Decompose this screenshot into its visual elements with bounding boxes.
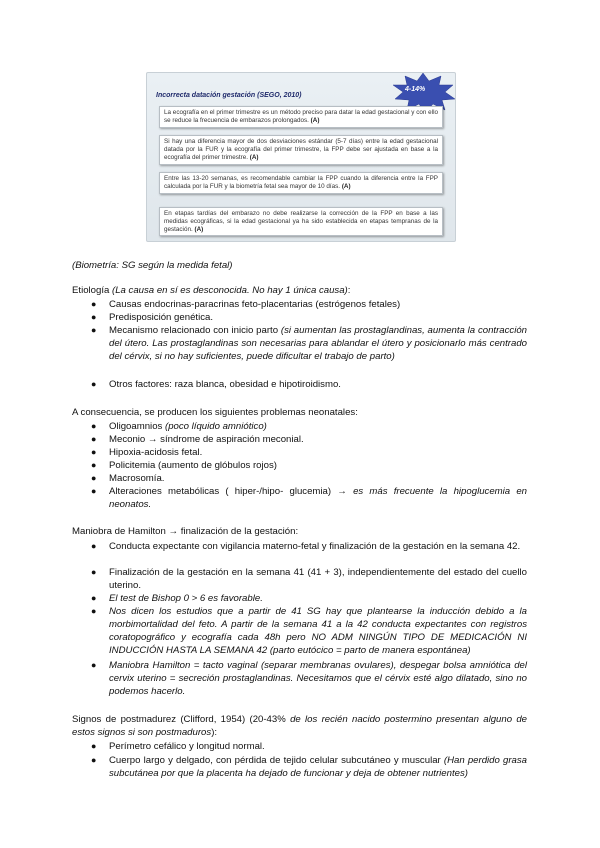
bullet-icon: ●	[91, 447, 97, 457]
bullet-icon: ●	[91, 421, 97, 431]
bullet-icon: ●	[91, 567, 97, 577]
bullet-icon: ●	[91, 460, 97, 470]
figure-box-4	[159, 207, 443, 236]
figure-box-grade: (A)	[249, 154, 259, 161]
list-item-text: Mecanismo relacionado con inicio parto	[109, 325, 279, 336]
bullet-icon: ●	[91, 741, 97, 751]
list-item	[109, 605, 527, 657]
figure-title: Incorrecta datación gestación (SEGO, 2010)	[156, 92, 302, 99]
bullet-icon: ●	[91, 434, 97, 444]
figure-box-text: La ecografía en el primer trimestre es un método preciso para datar la edad gestacional y con ello se reduce la frecuencia de embarazos prolongados.	[164, 109, 438, 124]
figure-box-grade: (A)	[341, 183, 351, 190]
list-item-note: es más frecuente la hipoglucemia en neonatos.	[109, 486, 527, 510]
postmadurez-heading	[72, 713, 527, 739]
list-item: Conducta expectante con vigilancia materno-fetal y finalización de la gestación en la semana 42.	[109, 541, 521, 552]
list-item: Hipoxia-acidosis fetal.	[109, 447, 203, 458]
etiologia-label: Etiología	[72, 285, 110, 296]
figure-box-text: En etapas tardías del embarazo no debe realizarse la corrección de la FPP en base a las medidas ecográficas, si la edad gestacional ya ha sido establecida en etapas tempranas de la gestación.	[164, 210, 438, 233]
figure-box-1	[159, 106, 443, 128]
list-item: Maniobra Hamilton = tacto vaginal (separar membranas ovulares), despegar bolsa amniótica del cervix uterino = secreción prostaglandinas. Necesitamos que el cérvix esté algo dilatado, sino no podemos hacerlo.	[109, 660, 527, 697]
figure-box-grade: (A)	[194, 226, 204, 233]
list-item-note: (poco líquido amniótico)	[165, 421, 267, 432]
list-item: Predisposición genética.	[109, 312, 213, 323]
biometria-note: (Biometría: SG según la medida fetal)	[72, 260, 233, 271]
list-item	[109, 324, 527, 363]
list-item: Macrosomía.	[109, 473, 165, 484]
list-item: Otros factores: raza blanca, obesidad e hipotiroidismo.	[109, 379, 341, 390]
bullet-icon: ●	[91, 593, 97, 603]
bullet-icon: ●	[91, 486, 97, 496]
bullet-icon: ●	[91, 325, 97, 335]
figure-badge-text: 4-14%	[405, 86, 426, 93]
figure-box-text: Si hay una diferencia mayor de dos desviaciones estándar (5-7 días) entre la edad gestacional datada por la FUR y la ecografía del primer trimestre, la FPP debe ser ajustada en base a la ecografía del primer trimestre.	[164, 138, 438, 161]
list-item-text: Alteraciones metabólicas ( hiper-/hipo- glucemia) →	[109, 486, 347, 497]
list-item	[109, 754, 527, 780]
etiologia-heading	[72, 284, 350, 297]
consecuencia-heading: A consecuencia, se producen los siguientes problemas neonatales:	[72, 407, 358, 418]
list-item-note: (parto eutócico = parto de manera espontánea)	[269, 645, 471, 656]
bullet-icon: ●	[91, 379, 97, 389]
etiologia-colon: :	[347, 285, 351, 296]
bullet-icon: ●	[91, 299, 97, 309]
bullet-icon: ●	[91, 473, 97, 483]
list-item-note: (si aumentan las prostaglandinas, aumenta la contracción del útero. Las prostaglandinas son necesarias para ablandar el útero y posicionarlo más centrado del cérvix, si no hay suficientes, puede dificultar el trabajo de parto)	[109, 325, 527, 362]
postmadurez-heading-text: Signos de postmadurez (Clifford, 1954) (20-43%	[72, 714, 286, 725]
figure-box-2	[159, 135, 443, 165]
bullet-icon: ●	[91, 755, 97, 765]
list-item-text: Cuerpo largo y delgado, con pérdida de tejido celular subcutáneo y muscular	[109, 755, 441, 766]
figure-box-grade: (A)	[310, 117, 320, 124]
list-item-text: Nos dicen los estudios que a partir de 41 SG hay que plantearse la inducción debido a la morbimortalidad del feto. A partir de la semana 41 a la 42 conducta expectantes con registros coratopográfico y ecografía cada 48h pero NO ADM NINGÚN TIPO DE MEDICACIÓN NI INDUCCIÓN HASTA LA SEMANA 42	[109, 606, 527, 656]
bullet-icon: ●	[91, 660, 97, 670]
list-item	[109, 485, 527, 511]
postmadurez-heading-end: ):	[211, 727, 218, 738]
list-item: Finalización de la gestación en la semana 41 (41 + 3), independientemente del estado del cuello uterino.	[109, 567, 527, 591]
postmadurez-heading-note: de los recién nacido postermino presentan alguno de estos signos si son postmaduros	[72, 714, 527, 738]
hamilton-heading: Maniobra de Hamilton → finalización de la gestación:	[72, 526, 299, 537]
bullet-icon: ●	[91, 606, 97, 616]
bullet-icon: ●	[91, 541, 97, 551]
list-item: Causas endocrinas-paracrinas feto-placentarias (estrógenos fetales)	[109, 299, 401, 310]
bullet-icon: ●	[91, 312, 97, 322]
sego-figure	[146, 72, 456, 242]
list-item-text: Oligoamnios	[109, 421, 163, 432]
list-item-note: (Han perdido grasa subcutánea por que la placenta ha dejado de funcionar y deja de obtener nutrientes)	[109, 755, 527, 779]
list-item	[109, 420, 527, 433]
figure-box-3	[159, 172, 443, 194]
list-item: El test de Bishop 0 > 6 es favorable.	[109, 593, 263, 604]
etiologia-note: (La causa en sí es desconocida. No hay 1 única causa)	[112, 285, 348, 296]
list-item: Policitemia (aumento de glóbulos rojos)	[109, 460, 277, 471]
list-item: Meconio → síndrome de aspiración meconial.	[109, 434, 304, 445]
figure-box-text: Entre las 13-20 semanas, es recomendable cambiar la FPP cuando la diferencia entre la FPP calculada por la FUR y la biometría fetal sea mayor de 10 días.	[164, 175, 438, 190]
list-item: Perímetro cefálico y longitud normal.	[109, 741, 265, 752]
